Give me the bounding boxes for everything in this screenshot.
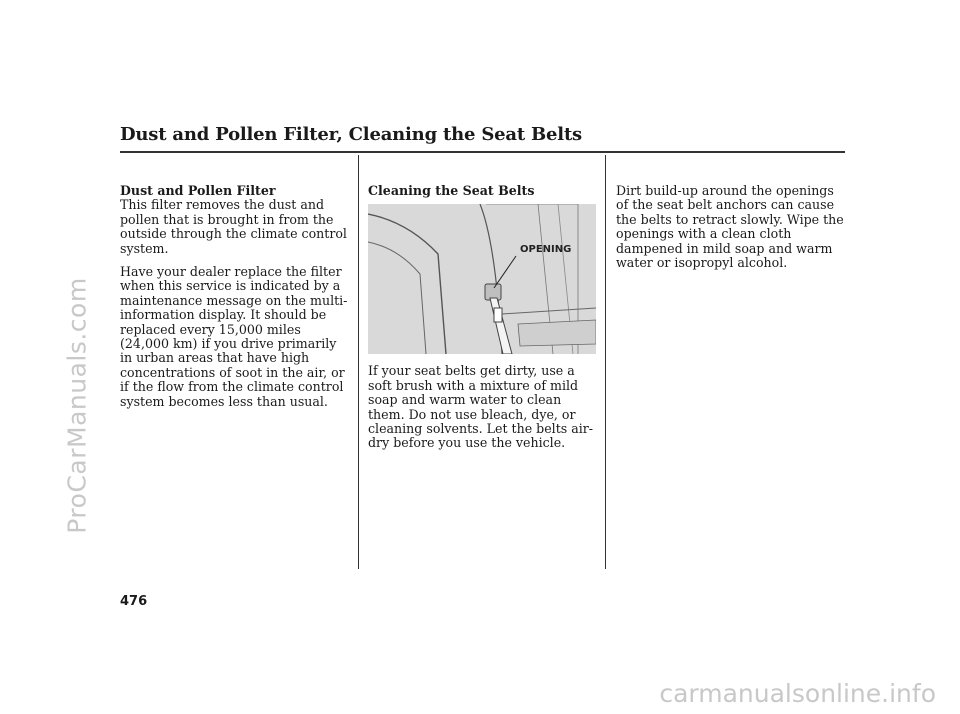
seat-belt-drawing bbox=[368, 204, 596, 354]
belt-buckle-tongue bbox=[494, 308, 502, 322]
paragraph: If your seat belts get dirty, use a soft brush with a mixture of mild soap and warm water to clean them. Do not use bleach, dye, or cleaning solvents. Let the belts air-dry before you use the vehicle. bbox=[368, 363, 594, 451]
paragraph: Have your dealer replace the filter when this service is indicated by a maintenance message on the multi-information display. It should be replaced every 15,000 miles (24,000 km) if you drive primarily in urban areas that have high concentrations of soot in the air, or if the flow from the climate control system becomes less than usual. bbox=[120, 264, 348, 409]
column-seat-belts bbox=[368, 184, 596, 460]
watermark-side bbox=[62, 190, 92, 620]
section-heading-dust-filter: Dust and Pollen Filter bbox=[120, 183, 276, 198]
column-seat-belts-continued bbox=[616, 184, 844, 279]
door-panel bbox=[518, 320, 596, 346]
section-heading-seat-belts: Cleaning the Seat Belts bbox=[368, 183, 535, 198]
figure-label-opening: OPENING bbox=[520, 244, 572, 256]
column-divider-left bbox=[358, 155, 359, 569]
paragraph: Dirt build-up around the openings of the seat belt anchors can cause the belts to retract slowly. Wipe the openings with a clean cloth dampened in mild soap and warm water or isopropyl alcohol. bbox=[616, 183, 844, 271]
title-rule bbox=[120, 151, 845, 153]
seat-belt-illustration bbox=[368, 204, 596, 354]
column-divider-right bbox=[605, 155, 606, 569]
watermark-side-text: ProCarManuals.com bbox=[62, 276, 92, 534]
page-title: Dust and Pollen Filter, Cleaning the Seat Belts bbox=[120, 124, 582, 145]
page-number: 476 bbox=[120, 594, 148, 609]
column-dust-filter bbox=[120, 184, 348, 418]
watermark-bottom: carmanualsonline.info bbox=[659, 679, 936, 708]
paragraph: This filter removes the dust and pollen that is brought in from the outside through the climate control system. bbox=[120, 197, 347, 256]
